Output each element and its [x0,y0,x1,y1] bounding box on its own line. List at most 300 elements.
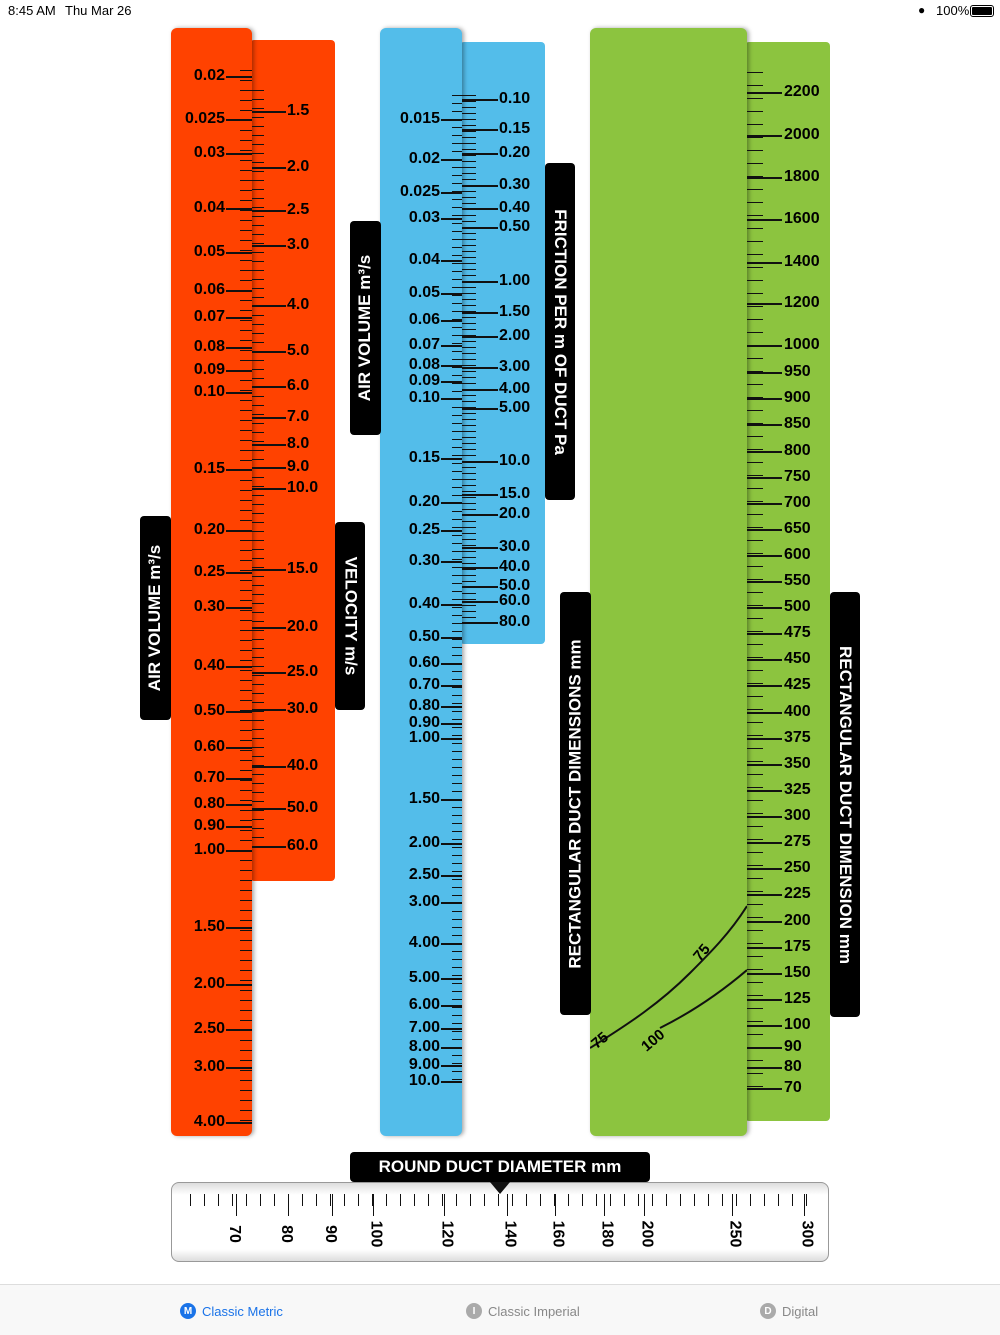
orange-minor-tick [240,970,252,971]
blue-minor-tick [452,351,462,352]
green-minor-tick [747,267,763,268]
blue-right-minor-tick [462,581,476,582]
orange_left-label: 0.07 [193,308,225,325]
orange_right-tick [252,210,286,212]
green_right-tick [747,894,782,896]
round-duct-minor-tick [470,1194,471,1206]
blue_right-label: 2.00 [499,327,531,344]
round_duct-tick [236,1194,237,1216]
blue-minor-tick [452,367,462,368]
orange_left-label: 4.00 [193,1113,225,1130]
green-minor-tick [747,293,763,294]
orange-minor-tick [240,370,252,371]
orange-right-minor-tick [252,450,264,451]
blue-minor-tick [452,927,462,928]
green-minor-tick [747,670,763,671]
blue-minor-tick [452,271,462,272]
green_right-tick [747,921,782,923]
blue-minor-tick [452,383,462,384]
blue-minor-tick [452,575,462,576]
round-duct-minor-tick [204,1194,205,1206]
tab-classic-metric[interactable] [180,1303,283,1319]
blue-minor-tick [452,183,462,184]
orange-minor-tick [240,700,252,701]
blue-minor-tick [452,447,462,448]
orange_right-label: 40.0 [287,757,319,774]
orange_right-label: 15.0 [287,560,319,577]
orange-minor-tick [240,260,252,261]
blue-minor-tick [452,519,462,520]
orange-minor-tick [240,930,252,931]
green-minor-tick [747,1021,763,1022]
orange-minor-tick [240,1120,252,1121]
orange_left-tick [226,392,252,394]
round_duct-label: 160 [549,1220,567,1248]
orange-right-minor-tick [252,432,264,433]
orange-right-minor-tick [252,225,264,226]
orange-minor-tick [240,450,252,451]
blue_left-tick [441,561,462,563]
blue_left-tick [441,192,462,194]
blue_left-tick [441,1028,462,1030]
blue-minor-tick [452,871,462,872]
green-minor-tick [747,826,763,827]
round-duct-minor-tick [792,1194,793,1206]
blue-minor-tick [452,711,462,712]
tab-digital[interactable] [760,1303,818,1319]
blue-right-minor-tick [462,551,476,552]
orange-minor-tick [240,900,252,901]
velocity-tab [335,522,365,710]
orange-minor-tick [240,460,252,461]
curve-label-100: 100 [638,1026,669,1056]
green_right-tick [747,503,782,505]
blue-minor-tick [452,215,462,216]
orange_left-label: 0.50 [193,702,225,719]
green-minor-tick [747,1073,763,1074]
blue-minor-tick [452,423,462,424]
blue-minor-tick [452,159,462,160]
blue_left-label: 0.10 [408,389,440,406]
green-minor-tick [747,514,763,515]
blue_left-tick [441,738,462,740]
green-minor-tick [747,371,763,372]
orange-minor-tick [240,70,252,71]
orange-right-minor-tick [252,90,264,91]
round_duct-tick [732,1194,733,1216]
green-minor-tick [747,501,763,502]
orange-minor-tick [240,530,252,531]
orange-right-minor-tick [252,630,264,631]
orange-minor-tick [240,330,252,331]
blue-minor-tick [452,903,462,904]
green-minor-tick [747,878,763,879]
orange-right-minor-tick [252,846,264,847]
green_right-label: 950 [784,363,811,380]
orange_left-label: 0.02 [193,67,225,84]
blue-right-minor-tick [462,575,476,576]
orange-right-minor-tick [252,558,264,559]
orange_left-tick [226,1067,252,1069]
blue_left-tick [441,458,462,460]
orange-minor-tick [240,160,252,161]
orange_right-label: 25.0 [287,663,319,680]
orange-right-minor-tick [252,180,264,181]
blue-right-minor-tick [462,209,476,210]
blue_left-label: 0.20 [408,493,440,510]
orange_right-label: 50.0 [287,799,319,816]
blue_left-label: 0.15 [408,449,440,466]
blue_right-label: 10.0 [499,452,531,469]
blue-minor-tick [452,1015,462,1016]
blue-minor-tick [452,399,462,400]
green-minor-tick [747,462,763,463]
orange-right-minor-tick [252,351,264,352]
blue-right-minor-tick [462,389,476,390]
orange-right-minor-tick [252,486,264,487]
blue-right-minor-tick [462,167,476,168]
blue-right-minor-tick [462,137,476,138]
round-duct-minor-tick [610,1194,611,1206]
blue-right-minor-tick [462,623,476,624]
blue-right-minor-tick [462,521,476,522]
blue-minor-tick [452,719,462,720]
green-minor-tick [747,254,763,255]
blue-minor-tick [452,319,462,320]
orange_left-label: 0.05 [193,243,225,260]
green-minor-tick [747,852,763,853]
blue-minor-tick [452,879,462,880]
green_right-tick [747,790,782,792]
blue_left-label: 0.04 [408,251,440,268]
orange_left-label: 0.09 [193,361,225,378]
blue_right-tick [462,312,498,314]
blue_left-tick [441,875,462,877]
orange-minor-tick [240,240,252,241]
green-minor-tick [747,540,763,541]
green-minor-tick [747,904,763,905]
orange-minor-tick [240,270,252,271]
orange-right-minor-tick [252,801,264,802]
blue-minor-tick [452,111,462,112]
blue-minor-tick [452,487,462,488]
round-duct-minor-tick [554,1194,555,1206]
orange-minor-tick [240,360,252,361]
orange_left-label: 0.08 [193,338,225,355]
friction-tab [545,163,575,500]
orange_left-label: 1.00 [193,841,225,858]
orange-minor-tick [240,1050,252,1051]
round-duct-minor-tick [694,1194,695,1206]
blue-minor-tick [452,615,462,616]
orange-minor-tick [240,770,252,771]
round-duct-minor-tick [764,1194,765,1206]
orange-right-minor-tick [252,531,264,532]
blue-minor-tick [452,999,462,1000]
orange_left-tick [226,607,252,609]
green-minor-tick [747,306,763,307]
blue-minor-tick [452,1039,462,1040]
orange_left-tick [226,711,252,713]
orange-minor-tick [240,130,252,131]
orange-minor-tick [240,620,252,621]
blue-right-minor-tick [462,215,476,216]
orange-minor-tick [240,320,252,321]
blue-right-minor-tick [462,113,476,114]
orange-right-minor-tick [252,684,264,685]
blue-right-minor-tick [462,587,476,588]
blue-right-minor-tick [462,155,476,156]
blue-right-minor-tick [462,335,476,336]
blue-minor-tick [452,359,462,360]
blue-right-minor-tick [462,293,476,294]
orange_left-tick [226,317,252,319]
blue_left-label: 3.00 [408,893,440,910]
orange-right-minor-tick [252,108,264,109]
green_right-label: 2000 [784,126,820,143]
green-minor-tick [747,137,763,138]
blue_left-label: 0.08 [408,356,440,373]
orange-right-minor-tick [252,477,264,478]
green_right-label: 375 [784,729,811,746]
green_right-tick [747,738,782,740]
orange-right-minor-tick [252,135,264,136]
orange_left-label: 0.80 [193,795,225,812]
green-minor-tick [747,150,763,151]
orange-minor-tick [240,90,252,91]
orange_right-tick [252,569,286,571]
round-duct-minor-tick [806,1194,807,1206]
orange-minor-tick [240,1100,252,1101]
blue-right-minor-tick [462,401,476,402]
blue-right-minor-tick [462,353,476,354]
green-minor-tick [747,475,763,476]
green-minor-tick [747,72,763,73]
orange-right-minor-tick [252,657,264,658]
round-duct-minor-tick [638,1194,639,1206]
blue_right-label: 0.30 [499,176,531,193]
blue_right-tick [462,367,498,369]
blue_right-label: 20.0 [499,505,531,522]
blue_left-label: 0.70 [408,676,440,693]
green_right-label: 225 [784,885,811,902]
orange_right-tick [252,627,286,629]
orange-minor-tick [240,840,252,841]
blue-minor-tick [452,807,462,808]
air-volume-mid-tab [350,221,381,435]
orange_left-tick [226,804,252,806]
digital-icon: D [760,1303,776,1319]
blue-right-minor-tick [462,323,476,324]
blue-minor-tick [452,1055,462,1056]
green-minor-tick [747,891,763,892]
orange-right-minor-tick [252,729,264,730]
green_right-tick [747,973,782,975]
round_duct-tick [507,1194,508,1216]
blue-right-minor-tick [462,479,476,480]
blue_left-label: 5.00 [408,969,440,986]
green_right-tick [747,999,782,1001]
green_right-tick [747,712,782,714]
green-minor-tick [747,631,763,632]
round-duct-minor-tick [428,1194,429,1206]
orange-minor-tick [240,960,252,961]
orange-right-minor-tick [252,99,264,100]
blue-right-minor-tick [462,509,476,510]
blue-right-minor-tick [462,563,476,564]
orange-minor-tick [240,870,252,871]
orange-minor-tick [240,230,252,231]
green-minor-tick [747,527,763,528]
blue_left-tick [441,978,462,980]
orange-minor-tick [240,410,252,411]
orange-right-minor-tick [252,243,264,244]
blue-right-minor-tick [462,431,476,432]
orange_right-label: 4.0 [287,296,310,313]
blue_left-tick [441,260,462,262]
orange-minor-tick [240,600,252,601]
blue-right-minor-tick [462,131,476,132]
green-minor-tick [747,618,763,619]
blue_left-label: 0.07 [408,336,440,353]
green-minor-tick [747,384,763,385]
blue_right-label: 60.0 [499,592,531,609]
orange-minor-tick [240,720,252,721]
green-minor-tick [747,813,763,814]
orange-right-minor-tick [252,459,264,460]
blue_left-tick [441,320,462,322]
green_right-tick [747,424,782,426]
blue_right-label: 0.50 [499,218,531,235]
green-minor-tick [747,605,763,606]
orange_right-tick [252,444,286,446]
blue-minor-tick [452,583,462,584]
friction-label: FRICTION PER m OF DUCT Pa [551,208,571,455]
orange-minor-tick [240,500,252,501]
orange_left-label: 0.15 [193,460,225,477]
orange-right-minor-tick [252,252,264,253]
green-minor-tick [747,410,763,411]
green_right-label: 1800 [784,168,820,185]
blue-minor-tick [452,951,462,952]
blue-minor-tick [452,255,462,256]
blue-right-minor-tick [462,461,476,462]
orange_left-label: 0.06 [193,281,225,298]
orange-right-minor-tick [252,333,264,334]
round_duct-label: 70 [225,1225,243,1243]
blue-right-minor-tick [462,269,476,270]
battery-percent: 100% [936,3,970,18]
orange-minor-tick [240,760,252,761]
orange-right-minor-tick [252,810,264,811]
orange-minor-tick [240,120,252,121]
blue-minor-tick [452,375,462,376]
green_right-tick [747,1025,782,1027]
orange_right-label: 7.0 [287,408,310,425]
blue_right-label: 3.00 [499,358,531,375]
green-minor-tick [747,1047,763,1048]
orange-minor-tick [240,510,252,511]
blue_right-tick [462,336,498,338]
orange-right-minor-tick [252,126,264,127]
orange-minor-tick [240,950,252,951]
green_right-label: 1200 [784,294,820,311]
green_right-label: 700 [784,494,811,511]
blue_right-tick [462,601,498,603]
orange-right-minor-tick [252,612,264,613]
blue_right-label: 15.0 [499,485,531,502]
green_right-label: 850 [784,415,811,432]
blue_left-label: 9.00 [408,1056,440,1073]
orange-minor-tick [240,440,252,441]
blue-minor-tick [452,783,462,784]
blue_left-label: 10.0 [408,1072,440,1089]
green-minor-tick [747,176,763,177]
blue_right-tick [462,408,498,410]
blue-right-minor-tick [462,611,476,612]
round_duct-label: 140 [501,1220,519,1248]
orange_left-tick [226,347,252,349]
blue-minor-tick [452,223,462,224]
orange-right-minor-tick [252,207,264,208]
green-minor-tick [747,215,763,216]
blue-minor-tick [452,207,462,208]
tab-classic-imperial[interactable] [466,1303,580,1319]
blue-minor-tick [452,967,462,968]
orange-right-minor-tick [252,360,264,361]
round-duct-minor-tick [218,1194,219,1206]
orange-minor-tick [240,480,252,481]
green_right-tick [747,262,782,264]
blue_left-label: 8.00 [408,1038,440,1055]
round_duct-tick [644,1194,645,1216]
orange-right-minor-tick [252,639,264,640]
orange-minor-tick [240,540,252,541]
orange_right-tick [252,672,286,674]
blue-minor-tick [452,1071,462,1072]
blue-right-minor-tick [462,227,476,228]
orange-minor-tick [240,580,252,581]
blue-minor-tick [452,735,462,736]
round-duct-minor-tick [526,1194,527,1206]
orange-right-minor-tick [252,234,264,235]
battery-icon [970,5,994,17]
rect-duct-dimension-tab [830,592,860,1017]
orange_left-label: 0.025 [184,110,225,127]
blue_left-tick [441,604,462,606]
blue-minor-tick [452,655,462,656]
green-minor-tick [747,657,763,658]
air-volume-left-tab [140,516,171,720]
green_right-tick [747,868,782,870]
blue-right-minor-tick [462,473,476,474]
orange_right-label: 2.0 [287,158,310,175]
blue_right-label: 4.00 [499,380,531,397]
green_right-label: 350 [784,755,811,772]
blue-minor-tick [452,607,462,608]
blue-minor-tick [452,119,462,120]
round-duct-minor-tick [400,1194,401,1206]
green_right-label: 2200 [784,83,820,100]
indicator-pointer-icon[interactable] [490,1182,510,1194]
orange-minor-tick [240,860,252,861]
orange_right-label: 60.0 [287,837,319,854]
orange_left-tick [226,76,252,78]
blue_left-label: 1.00 [408,729,440,746]
orange-right-minor-tick [252,315,264,316]
blue_left-tick [441,345,462,347]
green_right-tick [747,685,782,687]
